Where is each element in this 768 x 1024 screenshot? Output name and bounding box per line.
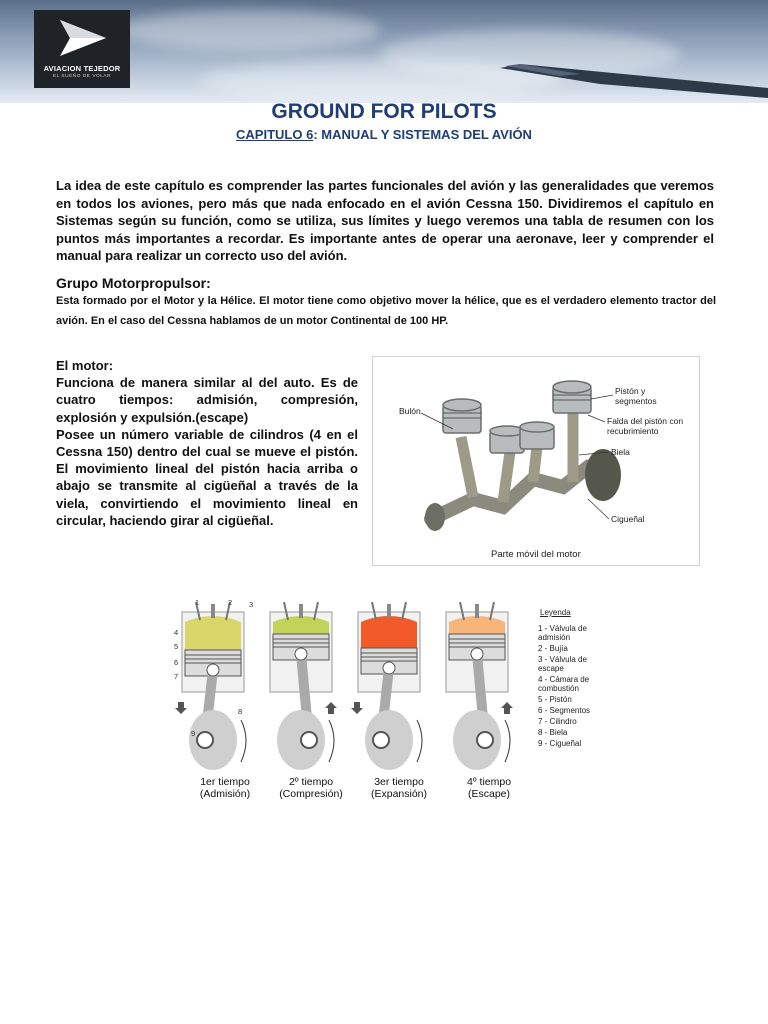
header-banner <box>0 0 768 103</box>
chapter-title: : MANUAL Y SISTEMAS DEL AVIÓN <box>313 127 532 142</box>
motion-arrow-icon <box>175 702 187 714</box>
stroke-2-name: 2º tiempo <box>288 776 334 788</box>
stroke-4-sub: (Escape) <box>467 788 510 800</box>
stroke-2-sub: (Compresión) <box>279 788 343 800</box>
stroke-cylinder-1 <box>175 602 246 770</box>
callout-2: 2 <box>228 598 233 607</box>
legend-item: 9 - Cigueñal <box>538 739 582 748</box>
label-biela: Biela <box>611 447 630 457</box>
intro-paragraph: La idea de este capítulo es comprender las partes funcionales del avión y las generalidades que veremos en todos los aviones, pero más que nada enfocado en el avión Cessna 150. Dividiremos el capítulo en Sistemas según su función, como se utiliza, sus límites y luego veremos una tabla de resumen con los puntos más importantes a recordar. Es importante antes de operar una aeronave, leer y comprender el manual para realizar un correcto uso del avión. <box>56 178 714 264</box>
logo <box>34 10 130 88</box>
motion-arrow-icon <box>501 702 513 714</box>
stroke-1-caption <box>180 776 270 800</box>
stroke-cylinder-4 <box>446 602 513 770</box>
logo-name: AVIACION TEJEDOR <box>43 64 121 73</box>
motor-paragraph-2: Posee un número variable de cilindros (4 en el Cessna 150) dentro del cual se mueve el pistón. El movimiento lineal del pistón hacia arriba o abajo se transmite al cigüeñal a través de la viela, convirtiendo el movimiento lineal en circular, haciendo girar al cigüeñal. <box>56 426 358 528</box>
callout-4: 4 <box>174 628 179 637</box>
legend-item: 3 - Válvula de escape <box>538 655 587 673</box>
legend-item: 4 - Cámara de combustión <box>538 675 590 693</box>
stroke-3-name: 3er tiempo <box>374 776 424 788</box>
figure1-caption: Parte móvil del motor <box>491 549 581 560</box>
motion-arrow-icon <box>351 702 363 714</box>
callout-3: 3 <box>249 600 254 609</box>
stroke-cylinder-2 <box>270 602 337 770</box>
four-stroke-figure <box>172 590 612 802</box>
combustion-chamber <box>361 616 417 648</box>
page-title: GROUND FOR PILOTS <box>271 100 497 123</box>
legend-list <box>538 624 608 750</box>
legend-item: 2 - Bujía <box>538 644 568 653</box>
label-falda: Falda del pistón con recubrimiento <box>607 416 684 436</box>
motor-heading: El motor: <box>56 358 114 373</box>
legend-item: 8 - Biela <box>538 728 568 737</box>
four-stroke-diagram <box>172 590 532 802</box>
chapter-number: CAPITULO 6 <box>236 127 314 142</box>
chapter-subtitle <box>0 127 768 142</box>
callout-6: 6 <box>174 658 179 667</box>
stroke-1-name: 1er tiempo <box>200 776 250 788</box>
stroke-cylinder-3 <box>351 602 422 770</box>
label-bulon: Bulón <box>399 406 421 416</box>
stroke-4-caption <box>444 776 534 800</box>
callout-8: 8 <box>238 707 243 716</box>
motion-arrow-icon <box>325 702 337 714</box>
callout-1: 1 <box>195 598 200 607</box>
stroke-3-sub: (Expansión) <box>370 788 428 800</box>
section-paragraph: Esta formado por el Motor y la Hélice. El motor tiene como objetivo mover la hélice, que es el verdadero elemento tractor del avión. En el caso del Cessna hablamos de un motor Continental de 100 HP. <box>56 295 716 327</box>
legend-title: Leyenda <box>540 608 571 617</box>
stroke-1-sub: (Admisión) <box>199 788 251 800</box>
engine-parts-figure <box>372 356 700 566</box>
callout-5: 5 <box>174 642 179 651</box>
label-piston: Pistón y segmentos <box>615 386 657 406</box>
legend-item: 5 - Pistón <box>538 695 572 704</box>
section-heading: Grupo Motorpropulsor: <box>56 275 211 291</box>
stroke-2-caption <box>266 776 356 800</box>
logo-tagline: EL SUEÑO DE VOLAR <box>52 74 112 79</box>
stroke-3-caption <box>354 776 444 800</box>
combustion-chamber <box>185 616 241 650</box>
legend-item: 7 - Cilindro <box>538 717 577 726</box>
stroke-4-name: 4º tiempo <box>466 776 512 788</box>
legend-item: 1 - Válvula de admisión <box>538 624 587 642</box>
motor-section <box>56 357 358 529</box>
motor-paragraph-1: Funciona de manera similar al del auto. Es de cuatro tiempos: admisión, compresión, explosión y expulsión.(escape) <box>56 375 358 425</box>
label-ciguenal: Cigueñal <box>611 514 645 524</box>
legend-item: 6 - Segmentos <box>538 706 591 715</box>
callout-9: 9 <box>191 729 196 738</box>
callout-7: 7 <box>174 672 179 681</box>
logo-arrow-icon <box>34 10 130 64</box>
